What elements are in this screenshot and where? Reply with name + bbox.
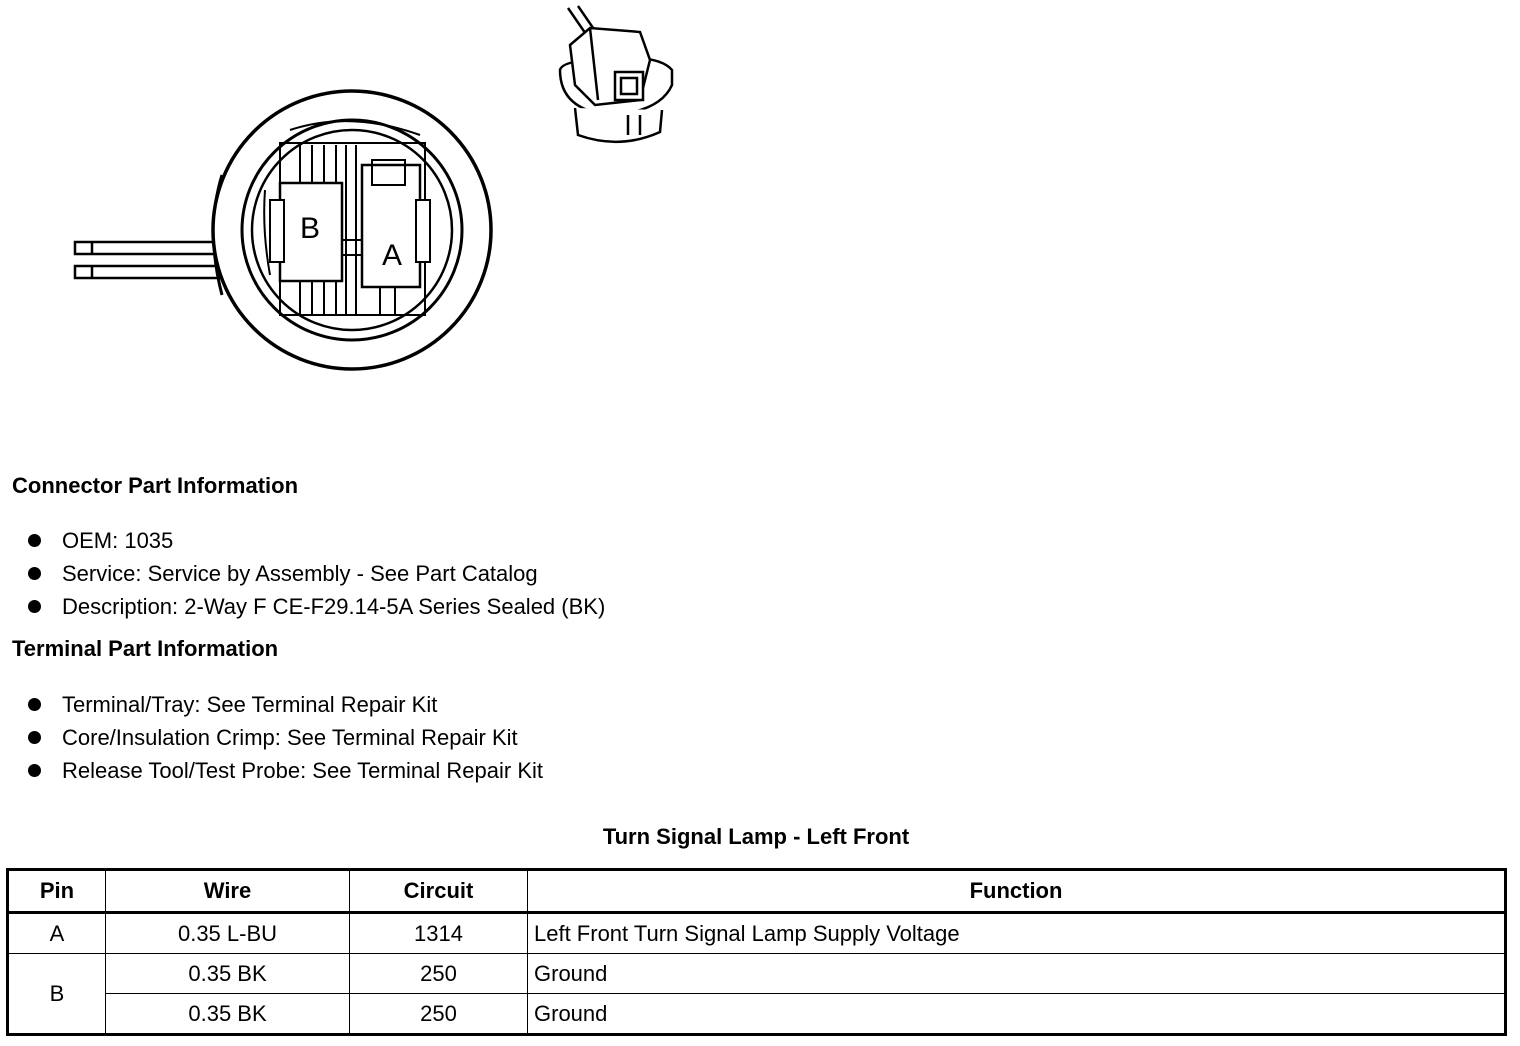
cell-wire: 0.35 L-BU: [106, 913, 350, 954]
col-header-function: Function: [528, 870, 1506, 913]
col-header-pin: Pin: [8, 870, 106, 913]
bullet-icon: [28, 567, 41, 580]
list-item: Core/Insulation Crimp: See Terminal Repair Kit: [28, 721, 543, 754]
terminal-info-list: [28, 688, 543, 787]
terminal-b-label: B: [299, 212, 321, 245]
list-item: Release Tool/Test Probe: See Terminal Repair Kit: [28, 754, 543, 787]
cell-circuit: 250: [350, 954, 528, 994]
wire-upper: [75, 242, 220, 254]
table-header-row: [8, 870, 1506, 913]
list-item: Service: Service by Assembly - See Part Catalog: [28, 557, 605, 590]
list-item: Description: 2-Way F CE-F29.14-5A Series Sealed (BK): [28, 590, 605, 623]
table-row: [8, 954, 1506, 994]
bullet-icon: [28, 698, 41, 711]
table-row: [8, 913, 1506, 954]
cell-function: Ground: [528, 994, 1506, 1035]
cell-pin: A: [8, 913, 106, 954]
cell-pin: B: [8, 954, 106, 1035]
pinout-table: [6, 868, 1507, 1036]
list-item: Terminal/Tray: See Terminal Repair Kit: [28, 688, 543, 721]
connector-info-list: [28, 524, 605, 623]
table-title: Turn Signal Lamp - Left Front: [602, 824, 910, 849]
list-item: OEM: 1035: [28, 524, 605, 557]
cell-circuit: 1314: [350, 913, 528, 954]
connector-info-heading: Connector Part Information: [12, 473, 299, 498]
wire-lower: [75, 266, 220, 278]
col-header-circuit: Circuit: [350, 870, 528, 913]
cell-function: Ground: [528, 954, 1506, 994]
connector-isometric-view: [560, 6, 672, 142]
terminal-info-heading: Terminal Part Information: [12, 636, 279, 661]
bullet-icon: [28, 764, 41, 777]
cell-circuit: 250: [350, 994, 528, 1035]
connector-illustration: [0, 0, 700, 400]
terminal-a-label: A: [381, 239, 403, 272]
bullet-icon: [28, 534, 41, 547]
bullet-icon: [28, 600, 41, 613]
table-row: [8, 994, 1506, 1035]
cell-wire: 0.35 BK: [106, 954, 350, 994]
connector-outer-ring: [213, 91, 491, 369]
col-header-wire: Wire: [106, 870, 350, 913]
cell-wire: 0.35 BK: [106, 994, 350, 1035]
bullet-icon: [28, 731, 41, 744]
cell-function: Left Front Turn Signal Lamp Supply Voltage: [528, 913, 1506, 954]
